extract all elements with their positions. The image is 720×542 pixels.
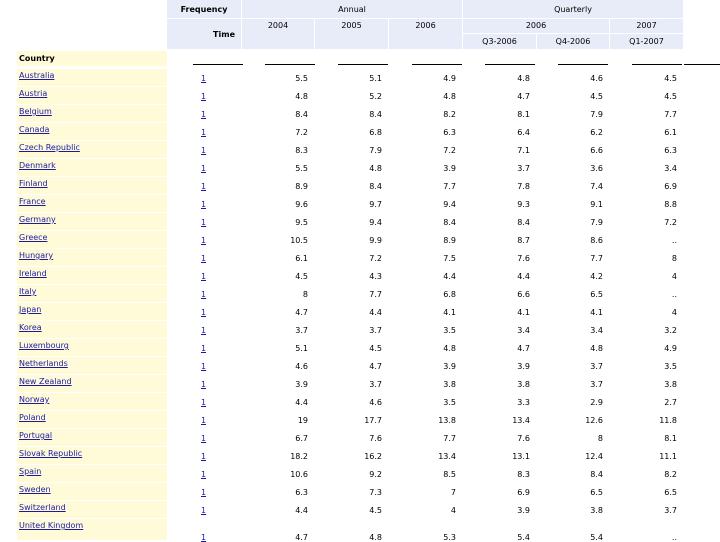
value-cell: 6.4 — [517, 128, 530, 137]
value-cell: 7.2 — [664, 218, 677, 227]
value-cell: 4 — [450, 506, 456, 515]
country-link[interactable]: Czech Republic — [19, 143, 80, 152]
frequency-flag-link[interactable]: 1 — [201, 200, 207, 209]
frequency-flag-link[interactable]: 1 — [201, 236, 207, 245]
country-column-header: Country — [17, 51, 167, 66]
time-cell — [167, 19, 241, 49]
value-cell: 7.9 — [590, 110, 603, 119]
value-cell: 3.7 — [369, 380, 382, 389]
frequency-flag-cell[interactable] — [167, 159, 241, 176]
frequency-flag-link[interactable]: 1 — [201, 488, 207, 497]
value-cell: 9.9 — [369, 236, 382, 245]
value-cell: 4.8 — [443, 92, 456, 101]
frequency-flag-link[interactable]: 1 — [201, 380, 207, 389]
value-cell: 3.4 — [590, 326, 603, 335]
value-cell: 6.1 — [664, 128, 677, 137]
frequency-flag-link[interactable]: 1 — [201, 326, 207, 335]
value-cell: 4.8 — [590, 344, 603, 353]
value-cell: 7.9 — [369, 146, 382, 155]
country-link[interactable]: Korea — [19, 323, 42, 332]
value-cell: 6.3 — [443, 128, 456, 137]
value-cell: 8.3 — [295, 146, 308, 155]
header-dash — [485, 64, 535, 65]
country-link[interactable]: Spain — [19, 467, 42, 476]
frequency-flag-link[interactable]: 1 — [201, 182, 207, 191]
country-link[interactable]: Finland — [19, 179, 48, 188]
value-cell: 7.1 — [517, 146, 530, 155]
value-cell: 4.7 — [295, 308, 308, 317]
value-cell: 4.5 — [369, 344, 382, 353]
value-cell: 7.6 — [517, 434, 530, 443]
frequency-flag-cell[interactable] — [167, 213, 241, 230]
frequency-flag-cell[interactable] — [167, 123, 241, 140]
value-cell: 3.4 — [517, 326, 530, 335]
value-cell: 12.6 — [585, 416, 603, 425]
year-2005-header: 2005 — [315, 19, 388, 49]
value-cell: 9.3 — [517, 200, 530, 209]
country-row-label[interactable] — [17, 231, 167, 248]
value-cell: 7.5 — [443, 254, 456, 263]
country-link[interactable]: Belgium — [19, 107, 52, 116]
value-cell: 4 — [671, 308, 677, 317]
value-cell: 11.1 — [659, 452, 677, 461]
value-cell: 7.4 — [590, 182, 603, 191]
frequency-flag-cell[interactable] — [167, 303, 241, 320]
time-label: Time — [213, 30, 235, 39]
value-cell: 6.3 — [664, 146, 677, 155]
value-cell: 4.8 — [517, 74, 530, 83]
frequency-flag-link[interactable]: 1 — [201, 92, 207, 101]
quarterly-header: Quarterly — [463, 0, 683, 18]
quarter-year-2006-header: 2006 — [463, 19, 609, 33]
value-cell: 8.2 — [664, 470, 677, 479]
value-cell: 7.6 — [517, 254, 530, 263]
country-link[interactable]: Austria — [19, 89, 48, 98]
value-cell: 7.7 — [590, 254, 603, 263]
value-cell: 4.1 — [443, 308, 456, 317]
value-cell: 6.9 — [664, 182, 677, 191]
value-cell: 7.7 — [664, 110, 677, 119]
value-cell: 13.1 — [512, 452, 530, 461]
country-row-label[interactable] — [17, 357, 167, 374]
value-cell: 3.5 — [443, 398, 456, 407]
frequency-flag-cell[interactable] — [167, 177, 241, 194]
header-dash — [265, 64, 315, 65]
country-row-label[interactable] — [17, 321, 167, 338]
frequency-flag-cell[interactable] — [167, 519, 241, 540]
frequency-flag-link[interactable]: 1 — [201, 362, 207, 371]
quarter-q3-2006-header: Q3-2006 — [463, 34, 536, 49]
value-cell: 8.4 — [517, 218, 530, 227]
value-cell: 7 — [450, 488, 456, 497]
value-cell: 8.4 — [369, 182, 382, 191]
value-cell: 8.4 — [590, 470, 603, 479]
value-cell: 8 — [302, 290, 308, 299]
value-cell: 6.2 — [590, 128, 603, 137]
value-cell: 3.9 — [443, 164, 456, 173]
value-cell: 4.8 — [369, 533, 382, 542]
country-link[interactable]: Slovak Republic — [19, 449, 83, 458]
frequency-flag-cell[interactable] — [167, 321, 241, 338]
country-link[interactable]: Canada — [19, 125, 50, 134]
value-cell: 7.2 — [443, 146, 456, 155]
value-cell: 3.7 — [517, 164, 530, 173]
frequency-flag-cell[interactable] — [167, 375, 241, 392]
country-link[interactable]: Germany — [19, 215, 56, 224]
value-cell: 3.7 — [664, 506, 677, 515]
frequency-flag-cell[interactable] — [167, 483, 241, 500]
value-cell: .. — [671, 236, 677, 245]
value-cell: 6.8 — [443, 290, 456, 299]
frequency-flag-link[interactable]: 1 — [201, 272, 207, 281]
annual-header: Annual — [242, 0, 462, 18]
country-row-label[interactable] — [17, 105, 167, 122]
value-cell: 10.6 — [290, 470, 308, 479]
value-cell: 17.7 — [364, 416, 382, 425]
frequency-flag-link[interactable]: 1 — [201, 164, 207, 173]
value-cell: 10.5 — [290, 236, 308, 245]
value-cell: 3.8 — [443, 380, 456, 389]
country-link[interactable]: New Zealand — [19, 377, 72, 386]
value-cell: 5.2 — [369, 92, 382, 101]
value-cell: 18.2 — [290, 452, 308, 461]
frequency-flag-cell[interactable] — [167, 285, 241, 302]
value-cell: 13.4 — [512, 416, 530, 425]
frequency-flag-link[interactable]: 1 — [201, 128, 207, 137]
frequency-flag-link[interactable]: 1 — [201, 308, 207, 317]
country-row-label[interactable] — [17, 195, 167, 212]
value-cell: 8.9 — [295, 182, 308, 191]
value-cell: 4.4 — [369, 308, 382, 317]
value-cell: 8.5 — [443, 470, 456, 479]
value-cell: 6.9 — [517, 488, 530, 497]
country-link[interactable]: Poland — [19, 413, 46, 422]
value-cell: 13.8 — [438, 416, 456, 425]
value-cell: 5.3 — [443, 533, 456, 542]
value-cell: 4.5 — [590, 92, 603, 101]
frequency-flag-cell[interactable] — [167, 105, 241, 122]
country-link[interactable]: France — [19, 197, 46, 206]
value-cell: 7.9 — [590, 218, 603, 227]
header-dash — [558, 64, 608, 65]
country-row-label[interactable] — [17, 123, 167, 140]
country-link[interactable]: Greece — [19, 233, 48, 242]
value-cell: 5.4 — [517, 533, 530, 542]
frequency-flag-link[interactable]: 1 — [201, 146, 207, 155]
value-cell: 7.2 — [295, 128, 308, 137]
country-row-label[interactable] — [17, 141, 167, 158]
value-cell: 4.6 — [295, 362, 308, 371]
value-cell: 3.5 — [443, 326, 456, 335]
country-row-label[interactable] — [17, 159, 167, 176]
value-cell: 8.7 — [517, 236, 530, 245]
value-cell: 19 — [297, 416, 308, 425]
value-cell: 4.4 — [295, 506, 308, 515]
value-cell: 9.4 — [369, 218, 382, 227]
frequency-flag-link[interactable]: 1 — [201, 452, 207, 461]
value-cell: 4.7 — [517, 92, 530, 101]
frequency-flag-link[interactable]: 1 — [201, 344, 207, 353]
header-dash — [193, 64, 243, 65]
country-row-label[interactable] — [17, 285, 167, 302]
header-dash — [684, 64, 720, 65]
value-cell: 4.1 — [590, 308, 603, 317]
value-cell: 6.7 — [295, 434, 308, 443]
quarter-q1-2007-header: Q1-2007 — [610, 34, 683, 49]
frequency-flag-link[interactable]: 1 — [201, 533, 207, 542]
value-cell: 6.5 — [590, 290, 603, 299]
quarter-q4-2006-header: Q4-2006 — [537, 34, 609, 49]
frequency-flag-cell[interactable] — [167, 87, 241, 104]
value-cell: 6.1 — [295, 254, 308, 263]
frequency-flag-cell[interactable] — [167, 267, 241, 284]
value-cell: 9.5 — [295, 218, 308, 227]
value-cell: 4.4 — [443, 272, 456, 281]
value-cell: 3.9 — [517, 506, 530, 515]
value-cell: 8.9 — [443, 236, 456, 245]
country-link[interactable]: Switzerland — [19, 503, 66, 512]
frequency-flag-link[interactable]: 1 — [201, 254, 207, 263]
frequency-flag-link[interactable]: 1 — [201, 398, 207, 407]
country-link[interactable]: Luxembourg — [19, 341, 69, 350]
frequency-flag-link[interactable]: 1 — [201, 470, 207, 479]
value-cell: 4 — [671, 272, 677, 281]
value-cell: 3.5 — [664, 362, 677, 371]
value-cell: 3.9 — [443, 362, 456, 371]
value-cell: 3.9 — [295, 380, 308, 389]
frequency-flag-cell[interactable] — [167, 141, 241, 158]
value-cell: 8.8 — [664, 200, 677, 209]
frequency-flag-cell[interactable] — [167, 195, 241, 212]
country-row-label[interactable] — [17, 249, 167, 266]
value-cell: 4.4 — [295, 398, 308, 407]
value-cell: 4.3 — [369, 272, 382, 281]
value-cell: .. — [671, 533, 677, 542]
year-2006-header: 2006 — [389, 19, 462, 49]
value-cell: 4.6 — [590, 74, 603, 83]
country-link[interactable]: United Kingdom — [19, 521, 84, 530]
country-link[interactable]: Netherlands — [19, 359, 68, 368]
country-row-label[interactable] — [17, 483, 167, 500]
value-cell: 3.8 — [590, 506, 603, 515]
value-cell: 6.3 — [295, 488, 308, 497]
country-row-label[interactable] — [17, 411, 167, 428]
value-cell: 4.8 — [369, 164, 382, 173]
value-cell: 4.9 — [664, 344, 677, 353]
value-cell: 5.5 — [295, 74, 308, 83]
value-cell: 5.1 — [369, 74, 382, 83]
value-cell: 4.7 — [517, 344, 530, 353]
header-dash — [338, 64, 388, 65]
value-cell: 4.9 — [443, 74, 456, 83]
country-row-label[interactable] — [17, 465, 167, 482]
value-cell: 12.4 — [585, 452, 603, 461]
value-cell: 3.7 — [590, 380, 603, 389]
frequency-label: Frequency — [167, 0, 241, 18]
frequency-flag-cell[interactable] — [167, 501, 241, 518]
frequency-flag-cell[interactable] — [167, 465, 241, 482]
frequency-flag-cell[interactable] — [167, 69, 241, 86]
country-row-label[interactable] — [17, 177, 167, 194]
value-cell: 4.7 — [295, 533, 308, 542]
frequency-flag-link[interactable]: 1 — [201, 74, 207, 83]
value-cell: 8 — [671, 254, 677, 263]
value-cell: 8.4 — [295, 110, 308, 119]
value-cell: 7.7 — [443, 182, 456, 191]
frequency-flag-link[interactable]: 1 — [201, 218, 207, 227]
frequency-flag-link[interactable]: 1 — [201, 434, 207, 443]
value-cell: 13.4 — [438, 452, 456, 461]
value-cell: 2.9 — [590, 398, 603, 407]
value-cell: 11.8 — [659, 416, 677, 425]
frequency-flag-link[interactable]: 1 — [201, 110, 207, 119]
value-cell: 8.3 — [517, 470, 530, 479]
country-row-label[interactable] — [17, 339, 167, 356]
value-cell: 8.4 — [443, 218, 456, 227]
frequency-flag-cell[interactable] — [167, 231, 241, 248]
value-cell: 7.3 — [369, 488, 382, 497]
year-2004-header: 2004 — [242, 19, 314, 49]
value-cell: 3.4 — [664, 164, 677, 173]
value-cell: 9.1 — [590, 200, 603, 209]
value-cell: 8.4 — [369, 110, 382, 119]
value-cell: 6.5 — [664, 488, 677, 497]
quarter-year-2007-header: 2007 — [610, 19, 683, 33]
value-cell: 7.8 — [517, 182, 530, 191]
value-cell: 4.8 — [443, 344, 456, 353]
frequency-flag-cell[interactable] — [167, 429, 241, 446]
value-cell: 8.1 — [664, 434, 677, 443]
frequency-flag-cell[interactable] — [167, 411, 241, 428]
value-cell: 4.7 — [369, 362, 382, 371]
value-cell: 9.2 — [369, 470, 382, 479]
country-row-label[interactable] — [17, 267, 167, 284]
country-link[interactable]: Ireland — [19, 269, 47, 278]
country-row-label[interactable] — [17, 69, 167, 86]
country-row-label[interactable] — [17, 447, 167, 464]
value-cell: 6.6 — [517, 290, 530, 299]
frequency-flag-cell[interactable] — [167, 339, 241, 356]
frequency-flag-cell[interactable] — [167, 447, 241, 464]
value-cell: 4.5 — [664, 74, 677, 83]
country-row-label[interactable] — [17, 501, 167, 518]
country-row-label[interactable] — [17, 393, 167, 410]
country-link[interactable]: Australia — [19, 71, 55, 80]
value-cell: 6.5 — [590, 488, 603, 497]
value-cell: 8.6 — [590, 236, 603, 245]
country-link[interactable]: Portugal — [19, 431, 53, 440]
country-link[interactable]: Italy — [19, 287, 37, 296]
frequency-flag-cell[interactable] — [167, 249, 241, 266]
value-cell: 4.8 — [295, 92, 308, 101]
value-cell: 9.4 — [443, 200, 456, 209]
frequency-flag-cell[interactable] — [167, 357, 241, 374]
value-cell: 8 — [597, 434, 603, 443]
value-cell: 8.2 — [443, 110, 456, 119]
country-row-label[interactable] — [17, 429, 167, 446]
frequency-flag-cell[interactable] — [167, 393, 241, 410]
value-cell: 9.7 — [369, 200, 382, 209]
frequency-flag-link[interactable]: 1 — [201, 290, 207, 299]
value-cell: 9.6 — [295, 200, 308, 209]
value-cell: 16.2 — [364, 452, 382, 461]
country-row-label[interactable] — [17, 303, 167, 320]
country-row-label[interactable] — [17, 87, 167, 104]
value-cell: 3.8 — [517, 380, 530, 389]
value-cell: 4.4 — [517, 272, 530, 281]
value-cell: 3.8 — [664, 380, 677, 389]
country-link[interactable]: Japan — [19, 305, 42, 314]
country-link[interactable]: Denmark — [19, 161, 56, 170]
value-cell: 4.2 — [590, 272, 603, 281]
value-cell: 5.1 — [295, 344, 308, 353]
value-cell: 5.4 — [590, 533, 603, 542]
value-cell: .. — [671, 290, 677, 299]
country-row-label[interactable] — [17, 375, 167, 392]
value-cell: 3.7 — [590, 362, 603, 371]
header-dash — [632, 64, 682, 65]
frequency-flag-link[interactable]: 1 — [201, 506, 207, 515]
header-dash — [412, 64, 462, 65]
country-row-label[interactable] — [17, 213, 167, 230]
value-cell: 4.1 — [517, 308, 530, 317]
value-cell: 3.7 — [295, 326, 308, 335]
country-link[interactable]: Hungary — [19, 251, 54, 260]
value-cell: 5.5 — [295, 164, 308, 173]
value-cell: 2.7 — [664, 398, 677, 407]
value-cell: 3.9 — [517, 362, 530, 371]
country-link[interactable]: Norway — [19, 395, 50, 404]
value-cell: 4.5 — [295, 272, 308, 281]
value-cell: 6.6 — [590, 146, 603, 155]
value-cell: 3.6 — [590, 164, 603, 173]
value-cell: 4.5 — [664, 92, 677, 101]
value-cell: 3.7 — [369, 326, 382, 335]
value-cell: 7.6 — [369, 434, 382, 443]
country-row-label[interactable] — [17, 519, 167, 540]
value-cell: 4.5 — [369, 506, 382, 515]
frequency-flag-link[interactable]: 1 — [201, 416, 207, 425]
value-cell: 3.2 — [664, 326, 677, 335]
value-cell: 6.8 — [369, 128, 382, 137]
value-cell: 4.6 — [369, 398, 382, 407]
value-cell: 7.7 — [369, 290, 382, 299]
value-cell: 7.2 — [369, 254, 382, 263]
value-cell: 7.7 — [443, 434, 456, 443]
country-link[interactable]: Sweden — [19, 485, 51, 494]
value-cell: 3.3 — [517, 398, 530, 407]
value-cell: 8.1 — [517, 110, 530, 119]
